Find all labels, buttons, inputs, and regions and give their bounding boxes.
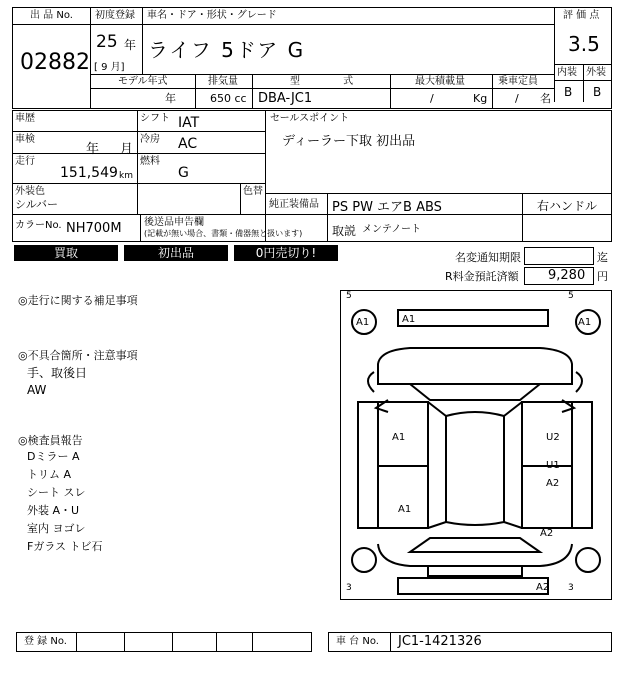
- first-reg-month: [ 9 月]: [94, 62, 125, 73]
- rating-label: 評 価 点: [563, 10, 600, 21]
- steering-value: 右ハンドル: [537, 199, 598, 213]
- sales-point-label: セールスポイント: [270, 113, 350, 124]
- inspection-label: 車検: [15, 134, 35, 145]
- divider: [390, 632, 391, 652]
- model-label: 型 式: [290, 76, 354, 87]
- exterior-grade: B: [593, 85, 602, 99]
- divider: [76, 632, 77, 652]
- reg-no-label: 登 録 No.: [24, 636, 67, 647]
- damage-mark: A2: [540, 528, 554, 539]
- divider: [265, 110, 266, 242]
- color-change-label: 色替: [243, 186, 263, 197]
- inspector-item: シート スレ: [27, 486, 86, 499]
- right-side: [572, 402, 592, 528]
- sales-point: ディーラー下取 初出品: [282, 134, 416, 149]
- divider: [12, 24, 90, 25]
- chassis-label: 車 台 No.: [336, 636, 379, 647]
- inspector-title: ◎検査員報告: [18, 434, 83, 447]
- divider: [390, 74, 391, 109]
- ac-label: 冷房: [140, 134, 160, 145]
- model-year-label: モデル年式: [118, 76, 168, 87]
- divider: [240, 183, 241, 214]
- divider: [554, 7, 555, 102]
- rear-right-tire: [576, 548, 600, 572]
- damage-mark: U1: [546, 460, 560, 471]
- rear-left-tire-count: 3: [346, 583, 352, 593]
- fuel-label: 燃料: [140, 156, 160, 167]
- options-value: PS PW エアB ABS: [332, 200, 442, 215]
- interior-label: 内装: [557, 67, 577, 78]
- color-no: NH700M: [66, 221, 122, 236]
- rear-left-tire: [352, 548, 376, 572]
- first-listing-tag: 初出品: [124, 245, 228, 261]
- damage-mark: A2: [536, 582, 550, 593]
- interior-grade: B: [564, 85, 573, 99]
- defect-item: 手、取後日: [27, 366, 88, 380]
- defect-item: AW: [27, 383, 47, 397]
- front-left-tire-count: 5: [346, 291, 352, 301]
- damage-mark: A1: [392, 432, 406, 443]
- inspection-year-unit: 年: [86, 142, 100, 157]
- capacity-label: 乗車定員: [498, 76, 538, 87]
- capacity-unit: 名: [540, 92, 551, 105]
- max-load-slash: /: [430, 92, 434, 105]
- recycle-unit: 円: [597, 270, 608, 283]
- right-fender: [576, 372, 582, 392]
- divider: [142, 7, 143, 74]
- exterior-label: 外装: [586, 67, 606, 78]
- recycle-amount: 9,280: [548, 268, 586, 283]
- divider: [583, 64, 584, 102]
- car-name: ライフ 5ドア G: [148, 38, 306, 62]
- postsale-note: (記載が無い場合、書類・備器無と扱います): [144, 229, 303, 238]
- displacement-value: 650 cc: [210, 92, 247, 105]
- buy-tag: 買取: [14, 245, 118, 261]
- divider: [172, 632, 173, 652]
- inspector-item: トリム A: [27, 468, 72, 481]
- manual-label: 取説: [332, 224, 357, 238]
- mileage-label: 走行: [15, 156, 35, 167]
- model-year-unit: 年: [165, 92, 176, 105]
- damage-mark: A1: [402, 314, 416, 325]
- capacity-slash: /: [515, 92, 519, 105]
- first-reg-year-unit: 年: [124, 38, 137, 52]
- damage-mark: A1: [356, 317, 370, 328]
- divider: [90, 7, 91, 109]
- max-load-label: 最大積載量: [415, 76, 465, 87]
- divider: [554, 80, 612, 81]
- windshield: [410, 384, 540, 400]
- rear-bumper: [398, 578, 548, 594]
- inspector-item: 外装 A・U: [27, 504, 80, 517]
- divider: [12, 131, 265, 132]
- shift-label: シフト: [140, 113, 170, 124]
- divider: [492, 74, 493, 109]
- divider: [216, 632, 217, 652]
- lot-number: 02882: [20, 50, 90, 75]
- tailgate: [378, 544, 572, 566]
- max-load-unit: Kg: [473, 92, 488, 105]
- rear-right-tire-count: 3: [568, 583, 574, 593]
- inspector-item: 室内 ヨゴレ: [27, 522, 86, 535]
- model-code: DBA-JC1: [258, 91, 313, 106]
- rear-window: [410, 538, 540, 552]
- pillar-lines: [428, 402, 522, 528]
- first-reg-label: 初度登録: [95, 10, 135, 21]
- defects-title: ◎不具合箇所・注意事項: [18, 349, 138, 362]
- postsale-label: 後送品申告欄: [144, 217, 204, 228]
- divider: [252, 74, 253, 109]
- car-diagram: [340, 290, 612, 600]
- divider: [90, 88, 554, 89]
- divider: [195, 74, 196, 109]
- name-change-label: 名変通知期限: [455, 251, 521, 264]
- history-label: 車歴: [15, 113, 35, 124]
- name-change-box: [524, 247, 594, 265]
- mileage-value: 151,549: [60, 165, 118, 181]
- rating-score: 3.5: [568, 32, 600, 56]
- recycle-label: R料金預託済額: [445, 270, 519, 283]
- damage-mark: A1: [578, 317, 592, 328]
- damage-mark: U2: [546, 432, 560, 443]
- divider: [140, 214, 141, 242]
- divider: [12, 153, 265, 154]
- displacement-label: 排気量: [208, 76, 238, 87]
- damage-mark: A1: [398, 504, 412, 515]
- divider: [90, 74, 554, 75]
- rear-plate: [428, 566, 522, 576]
- front-bumper: [398, 310, 548, 326]
- car-name-label: 車名・ドア・形状・グレード: [147, 10, 277, 21]
- divider: [137, 110, 138, 214]
- roof: [446, 412, 504, 525]
- name-change-unit: 迄: [597, 251, 608, 264]
- inspection-month-unit: 月: [120, 142, 134, 157]
- damage-mark: A2: [546, 478, 560, 489]
- divider: [522, 193, 523, 242]
- mileage-unit: km: [119, 171, 133, 181]
- options-label: 純正装備品: [269, 199, 319, 210]
- fuel-value: G: [178, 165, 189, 181]
- lot-no-label: 出 品 No.: [30, 10, 73, 21]
- manual-value: メンテノート: [362, 224, 421, 235]
- driving-notes-title: ◎走行に関する補足事項: [18, 294, 138, 307]
- divider: [265, 193, 612, 194]
- ext-color-value: シルバー: [15, 198, 58, 211]
- inspector-item: Dミラー A: [27, 450, 80, 463]
- first-reg-year: 25: [96, 32, 118, 52]
- ac-value: AC: [178, 136, 198, 152]
- shift-value: IAT: [178, 115, 200, 131]
- left-fender: [368, 372, 374, 392]
- front-right-tire-count: 5: [568, 291, 574, 301]
- zero-yen-tag: 0円売切り!: [234, 245, 338, 261]
- left-side: [358, 402, 378, 528]
- color-no-label: カラーNo.: [15, 220, 62, 231]
- chassis-number: JC1-1421326: [398, 634, 482, 649]
- ext-color-label: 外装色: [15, 186, 45, 197]
- inspector-item: Fガラス トビ石: [27, 540, 103, 553]
- divider: [252, 632, 253, 652]
- divider: [124, 632, 125, 652]
- divider: [12, 183, 265, 184]
- divider: [90, 24, 554, 25]
- hood: [378, 348, 572, 384]
- divider: [327, 193, 328, 242]
